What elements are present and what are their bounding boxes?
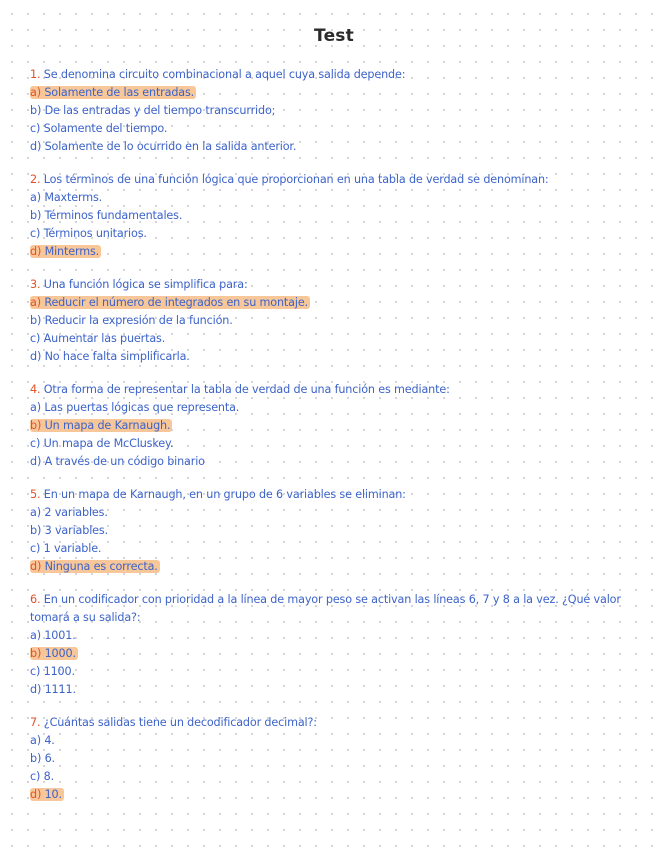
answer-option — [30, 207, 638, 225]
answer-body — [30, 104, 275, 117]
question-number: 6. — [30, 593, 41, 606]
option-text: Reducir el número de integrados en su montaje. — [44, 296, 308, 309]
option-text: Ninguna es correcta. — [44, 560, 158, 573]
answer-option-correct — [30, 294, 638, 312]
option-letter: d) — [30, 350, 42, 363]
page-title: Test — [314, 26, 354, 46]
answer-option — [30, 330, 638, 348]
option-letter: c) — [30, 332, 41, 345]
option-text: Reducir la expresión de la función. — [44, 314, 233, 327]
answer-option — [30, 768, 638, 786]
option-text: 1111. — [44, 683, 76, 696]
answer-body — [30, 752, 55, 765]
option-letter: c) — [30, 227, 41, 240]
question-text — [30, 381, 638, 399]
option-letter: c) — [30, 665, 41, 678]
option-text: 2 variables. — [44, 506, 108, 519]
question-text — [30, 66, 638, 84]
option-letter: c) — [30, 770, 41, 783]
option-text: 3 variables. — [44, 524, 108, 537]
answer-option — [30, 225, 638, 243]
option-text: Las puertas lógicas que representa. — [44, 401, 240, 414]
question-statement: En un mapa de Karnaugh, en un grupo de 6 variables se eliminan: — [43, 488, 406, 501]
question-statement: Los términos de una función lógica que proporcionan en una tabla de verdad se denominan: — [43, 173, 549, 186]
answer-body — [30, 122, 167, 135]
answer-option-correct — [30, 417, 638, 435]
answer-body — [30, 524, 108, 537]
option-text: Maxterms. — [44, 191, 103, 204]
option-letter: b) — [30, 524, 42, 537]
question-number: 1. — [30, 68, 41, 81]
answer-body — [30, 455, 205, 468]
question-list — [30, 66, 638, 804]
question-text — [30, 486, 638, 504]
option-text: De las entradas y del tiempo transcurrido; — [44, 104, 276, 117]
question-number: 5. — [30, 488, 41, 501]
option-letter: a) — [30, 629, 41, 642]
question-statement: Se denomina circuito combinacional a aquel cuya salida depende: — [43, 68, 406, 81]
question-4 — [30, 381, 638, 471]
option-letter: b) — [30, 419, 42, 432]
answer-option — [30, 750, 638, 768]
answer-option — [30, 312, 638, 330]
option-letter: a) — [30, 191, 41, 204]
answer-option — [30, 120, 638, 138]
answer-highlight — [30, 788, 64, 801]
option-letter: a) — [30, 506, 41, 519]
answer-option — [30, 540, 638, 558]
option-text: 1 variable. — [43, 542, 102, 555]
answer-body — [30, 227, 147, 240]
option-text: Términos unitarios. — [43, 227, 147, 240]
option-letter: a) — [30, 401, 41, 414]
option-text: 4. — [44, 734, 55, 747]
answer-highlight — [30, 560, 160, 573]
option-text: 1001. — [44, 629, 76, 642]
option-text: Solamente del tiempo. — [43, 122, 168, 135]
option-text: 1100. — [43, 665, 75, 678]
answer-body — [30, 332, 165, 345]
answer-option — [30, 663, 638, 681]
question-number: 2. — [30, 173, 41, 186]
option-text: Un mapa de Karnaugh. — [44, 419, 171, 432]
question-number: 3. — [30, 278, 41, 291]
answer-highlight — [30, 296, 310, 309]
question-statement: ¿Cuántas salidas tiene un decodificador decimal?: — [43, 716, 317, 729]
answer-highlight — [30, 647, 78, 660]
option-text: A través de un código binario — [44, 455, 205, 468]
answer-highlight — [30, 419, 172, 432]
answer-option — [30, 189, 638, 207]
question-text — [30, 171, 638, 189]
question-5 — [30, 486, 638, 576]
option-text: Un mapa de McCluskey. — [43, 437, 174, 450]
answer-highlight — [30, 245, 101, 258]
option-letter: d) — [30, 455, 42, 468]
option-text: Términos fundamentales. — [44, 209, 183, 222]
option-letter: c) — [30, 437, 41, 450]
option-text: Aumentar las puertas. — [43, 332, 166, 345]
option-letter: b) — [30, 104, 42, 117]
answer-body — [30, 401, 239, 414]
option-letter: d) — [30, 683, 42, 696]
answer-body — [30, 437, 173, 450]
answer-option-correct — [30, 84, 638, 102]
question-7 — [30, 714, 638, 804]
question-number: 7. — [30, 716, 41, 729]
question-text — [30, 591, 638, 627]
answer-body — [30, 314, 233, 327]
option-letter: a) — [30, 296, 41, 309]
answer-option — [30, 522, 638, 540]
option-text: Solamente de lo ocurrido en la salida anterior. — [44, 140, 297, 153]
option-letter: d) — [30, 560, 42, 573]
answer-option-correct — [30, 558, 638, 576]
answer-body — [30, 770, 54, 783]
question-1 — [30, 66, 638, 156]
answer-option — [30, 399, 638, 417]
answer-option — [30, 453, 638, 471]
question-6 — [30, 591, 638, 699]
question-statement: En un codificador con prioridad a la línea de mayor peso se activan las líneas 6, 7 y 8 a la vez. ¿Qué valor tomará a su salida?: — [30, 593, 621, 624]
answer-highlight — [30, 86, 196, 99]
answer-option — [30, 348, 638, 366]
answer-option — [30, 435, 638, 453]
answer-option-correct — [30, 645, 638, 663]
answer-body — [30, 542, 101, 555]
answer-option — [30, 102, 638, 120]
answer-option-correct — [30, 786, 638, 804]
answer-body — [30, 506, 108, 519]
option-letter: a) — [30, 86, 41, 99]
option-text: Solamente de las entradas. — [44, 86, 195, 99]
answer-body — [30, 209, 182, 222]
option-letter: b) — [30, 314, 42, 327]
option-text: 6. — [44, 752, 55, 765]
option-letter: d) — [30, 245, 42, 258]
option-text: 10. — [44, 788, 62, 801]
answer-option-correct — [30, 243, 638, 261]
answer-body — [30, 191, 102, 204]
answer-body — [30, 734, 55, 747]
answer-body — [30, 629, 76, 642]
option-letter: c) — [30, 122, 41, 135]
option-text: No hace falta simplificarla. — [44, 350, 190, 363]
question-statement: Una función lógica se simplifica para: — [43, 278, 248, 291]
answer-option — [30, 732, 638, 750]
answer-body — [30, 665, 75, 678]
option-letter: b) — [30, 752, 42, 765]
answer-option — [30, 681, 638, 699]
question-number: 4. — [30, 383, 41, 396]
option-text: 8. — [43, 770, 54, 783]
question-3 — [30, 276, 638, 366]
option-letter: d) — [30, 140, 42, 153]
option-letter: a) — [30, 734, 41, 747]
answer-body — [30, 140, 296, 153]
answer-option — [30, 138, 638, 156]
option-letter: c) — [30, 542, 41, 555]
question-statement: Otra forma de representar la tabla de verdad de una función es mediante: — [43, 383, 450, 396]
question-text — [30, 276, 638, 294]
question-text — [30, 714, 638, 732]
answer-body — [30, 350, 190, 363]
answer-body — [30, 683, 76, 696]
option-text: Minterms. — [44, 245, 100, 258]
option-letter: b) — [30, 647, 42, 660]
option-text: 1000. — [44, 647, 76, 660]
question-2 — [30, 171, 638, 261]
option-letter: d) — [30, 788, 42, 801]
answer-option — [30, 627, 638, 645]
answer-option — [30, 504, 638, 522]
option-letter: b) — [30, 209, 42, 222]
